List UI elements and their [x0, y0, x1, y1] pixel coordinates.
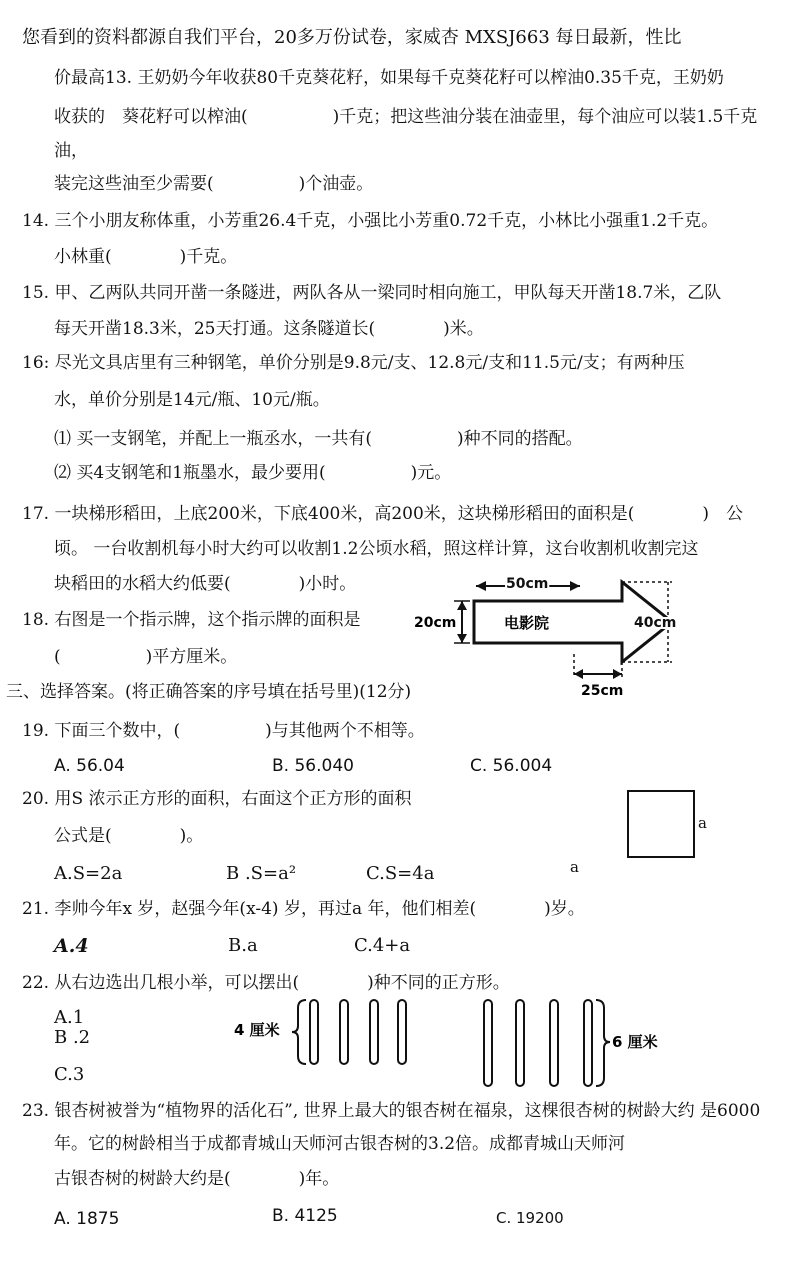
q22-option-c: C.3 — [54, 1064, 85, 1085]
q19-option-b: B. 56.040 — [272, 756, 354, 776]
q20-line-1: 20. 用S 浓示正方形的面积，右面这个正方形的面积 — [22, 789, 412, 809]
q22-line: 22. 从右边选出几根小举，可以摆出( )种不同的正方形。 — [22, 973, 510, 993]
long-stick — [516, 1000, 524, 1086]
stick-right-label: 6 厘米 — [612, 1033, 658, 1051]
left-height-label: 20cm — [414, 615, 457, 631]
square-figure — [627, 790, 695, 858]
q16-sub-2: ⑵ 买4支钢笔和1瓶墨水，最少要用( )元。 — [54, 463, 452, 483]
short-stick — [398, 1000, 406, 1064]
section-three-heading: 三、选择答案。(将正确答案的序号填在括号里)(12分) — [6, 682, 412, 702]
q13-line-2: 收获的 葵花籽可以榨油( )千克；把这些油分装在油壶里，每个油应可以装1.5千克 — [54, 107, 758, 127]
q16-sub-1: ⑴ 买一支钢笔，并配上一瓶丞水，一共有( )种不同的搭配。 — [54, 429, 583, 449]
q23-line-1: 23. 银杏树被誉为“植物界的活化石”, 世界上最大的银杏树在福泉，这棵很杏树的树龄大约 是6000 — [22, 1101, 761, 1121]
q21-option-a: A.4 — [54, 935, 89, 957]
q17-line-1: 17. 一块梯形稻田，上底200米，下底400米，高200米，这块梯形稻田的面积是( ) 公 — [22, 504, 744, 524]
top-width-label: 50cm — [506, 576, 549, 592]
sticks-figure — [228, 996, 678, 1088]
q13-line-1: 价最高13. 王奶奶今年收获80千克葵花籽，如果每千克葵花籽可以榨油0.35千克，王奶奶 — [54, 68, 724, 88]
q16-line-1: 16: 尽光文具店里有三种钢笔，单价分别是9.8元/支、12.8元/支和11.5元/支；有两种压 — [22, 353, 685, 373]
q18-line-1: 18. 右图是一个指示牌，这个指示牌的面积是 — [22, 610, 361, 630]
stick-left-label: 4 厘米 — [234, 1021, 280, 1039]
q20-line-2: 公式是( )。 — [54, 826, 204, 846]
q14-line-2: 小林重( )千克。 — [54, 247, 238, 267]
short-stick — [310, 1000, 318, 1064]
q15-line-1: 15. 甲、乙两队共同开凿一条隧进，两队各从一梁同时相向施工，甲队每天开凿18.7米，乙队 — [22, 283, 722, 303]
q23-option-a: A. 1875 — [54, 1209, 120, 1229]
q17-line-3: 块稻田的水稻大约低要( )小时。 — [54, 574, 357, 594]
right-height-label: 40cm — [634, 615, 677, 631]
q22-option-b: B .2 — [54, 1027, 91, 1048]
q19-line: 19. 下面三个数中，( )与其他两个不相等。 — [22, 721, 425, 741]
q23-line-3: 古银杏树的树龄大约是( )年。 — [54, 1169, 340, 1189]
square-side-label-bottom: a — [570, 858, 579, 876]
q23-option-b: B. 4125 — [272, 1206, 338, 1226]
square-side-label-right: a — [698, 814, 707, 832]
short-stick — [340, 1000, 348, 1064]
sign-label: 电影院 — [504, 614, 550, 632]
bottom-width-label: 25cm — [581, 683, 624, 698]
q20-option-b: B .S=a² — [226, 863, 297, 884]
q19-option-c: C. 56.004 — [470, 756, 553, 776]
q22-option-a: A.1 — [54, 1007, 85, 1028]
intro-line: 您看到的资料都源自我们平台，20多万份试卷，家威杏 MXSJ663 每日最新，性比 — [22, 27, 682, 48]
q14-line-1: 14. 三个小朋友称体重，小芳重26.4千克，小强比小芳重0.72千克，小林比小强重1.2千克。 — [22, 211, 719, 231]
q21-option-c: C.4+a — [354, 935, 411, 956]
q13-line-4: 装完这些油至少需要( )个油壶。 — [54, 174, 374, 194]
long-stick — [484, 1000, 492, 1086]
q19-option-a: A. 56.04 — [54, 756, 125, 776]
q23-line-2: 年。它的树龄相当于成都青城山天师河古银杏树的3.2倍。成都青城山天师河 — [54, 1134, 626, 1154]
q16-line-2: 水，单价分别是14元/瓶、10元/瓶。 — [54, 390, 330, 410]
q13-line-3: 油， — [54, 141, 88, 161]
q17-line-2: 顷。 一台收割机每小时大约可以收割1.2公顷水稻，照这样计算，这台收割机收割完这 — [54, 539, 699, 559]
q20-option-c: C.S=4a — [366, 863, 435, 884]
short-stick — [370, 1000, 378, 1064]
q18-line-2: ( )平方厘米。 — [54, 647, 238, 667]
q15-line-2: 每天开凿18.3米，25天打通。这条隧道长( )米。 — [54, 319, 484, 339]
long-stick — [584, 1000, 592, 1086]
q21-option-b: B.a — [228, 935, 258, 956]
q21-line: 21. 李帅今年x 岁，赵强今年(x-4) 岁，再过a 年，他们相差( )岁。 — [22, 899, 585, 919]
arrow-sign-figure — [410, 574, 700, 698]
q20-option-a: A.S=2a — [54, 863, 123, 884]
long-stick — [550, 1000, 558, 1086]
q23-option-c: C. 19200 — [496, 1209, 564, 1227]
